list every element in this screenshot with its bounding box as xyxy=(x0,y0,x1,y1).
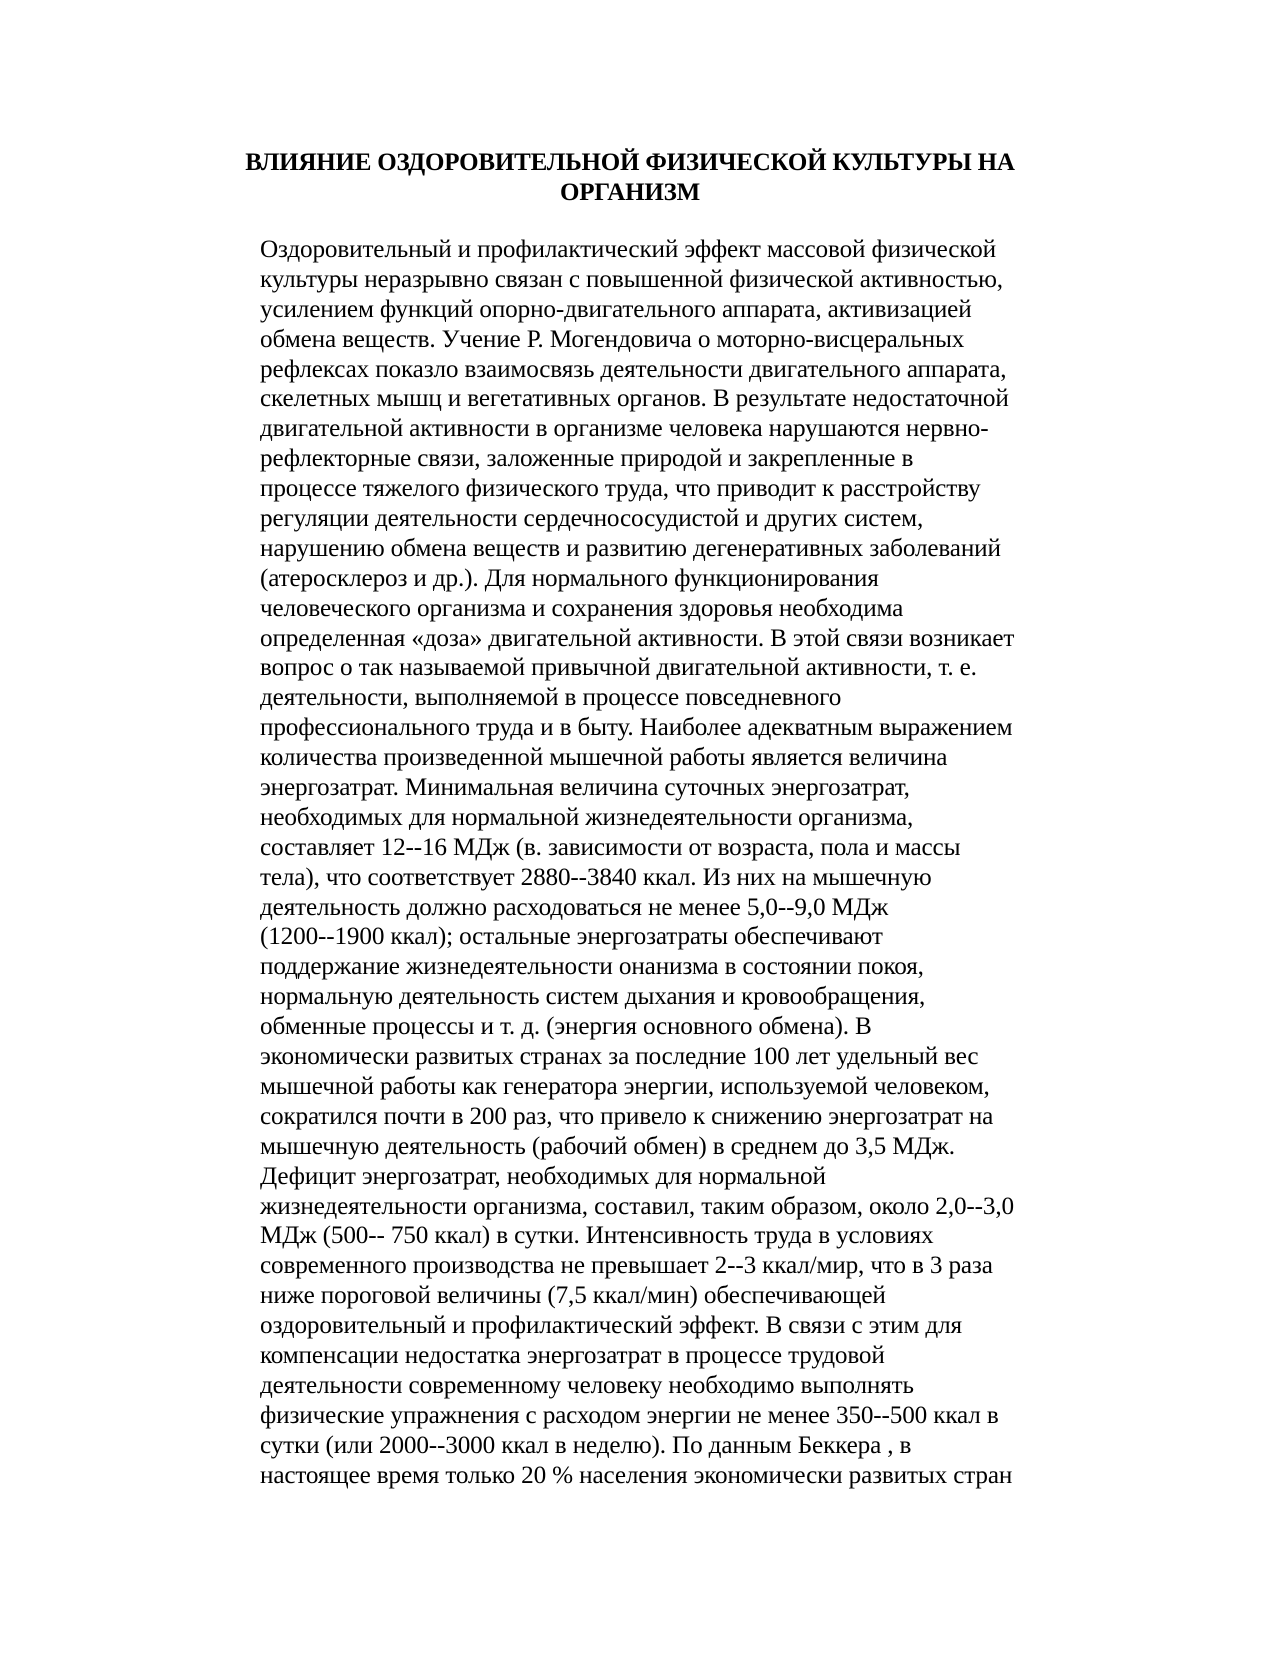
paragraph-line: определенная «доза» двигательной активности. В этой связи возникает xyxy=(260,624,1015,652)
paragraph-line: современного производства не превышает 2--3 ккал/мир, что в 3 раза xyxy=(260,1252,993,1280)
paragraph-line: вопрос о так называемой привычной двигательной активности, т. е. xyxy=(260,654,977,682)
document-body xyxy=(260,235,1120,1490)
paragraph-line: усилением функций опорно-двигательного аппарата, активизацией xyxy=(260,295,972,323)
paragraph-line: мышечной работы как генератора энергии, используемой человеком, xyxy=(260,1072,990,1100)
paragraph-line: МДж (500-- 750 ккал) в сутки. Интенсивность труда в условиях xyxy=(260,1222,934,1250)
paragraph-line: скелетных мышц и вегетативных органов. В результате недостаточной xyxy=(260,385,1009,413)
paragraph-line: Оздоровительный и профилактический эффект массовой физической xyxy=(260,236,996,263)
paragraph-line: деятельность должно расходоваться не менее 5,0--9,0 МДж xyxy=(260,893,889,921)
paragraph-line: поддержание жизнедеятельности онанизма в состоянии покоя, xyxy=(260,953,924,981)
paragraph-line: количества произведенной мышечной работы является величина xyxy=(260,744,948,772)
paragraph-line: двигательной активности в организме человека нарушаются нервно- xyxy=(260,415,989,443)
paragraph-line: настоящее время только 20 % населения экономически развитых стран xyxy=(260,1461,1013,1489)
paragraph-line: сутки (или 2000--3000 ккал в неделю). По данным Беккера , в xyxy=(260,1431,912,1459)
paragraph-line: физические упражнения с расходом энергии не менее 350--500 ккал в xyxy=(260,1401,999,1429)
paragraph-line: экономически развитых странах за последние 100 лет удельный вес xyxy=(260,1043,979,1071)
paragraph-line: сократился почти в 200 раз, что привело к снижению энергозатрат на xyxy=(260,1102,994,1130)
paragraph-line: энергозатрат. Минимальная величина суточных энергозатрат, xyxy=(260,774,910,802)
paragraph-line: необходимых для нормальной жизнедеятельности организма, xyxy=(260,803,914,831)
paragraph-line: оздоровительный и профилактический эффект. В связи с этим для xyxy=(260,1312,962,1340)
paragraph-line: жизнедеятельности организма, составил, таким образом, около 2,0--3,0 xyxy=(260,1192,1014,1220)
paragraph-line: (атеросклероз и др.). Для нормального функционирования xyxy=(260,564,879,592)
paragraph-line: регуляции деятельности сердечнососудистой и других систем, xyxy=(260,505,924,533)
paragraph-line: рефлекторные связи, заложенные природой и закрепленные в xyxy=(260,445,914,473)
paragraph-line: обмена веществ. Учение Р. Могендовича о моторно-висцеральных xyxy=(260,325,965,353)
paragraph-line: человеческого организма и сохранения здоровья необходима xyxy=(260,594,904,622)
paragraph-line: деятельности, выполняемой в процессе повседневного xyxy=(260,684,842,712)
title-line: ВЛИЯНИЕ ОЗДОРОВИТЕЛЬНОЙ ФИЗИЧЕСКОЙ КУЛЬТУРЫ НА xyxy=(245,149,1015,176)
paragraph-line: тела), что соответствует 2880--3840 ккал. Из них на мышечную xyxy=(260,863,932,891)
paragraph-line: культуры неразрывно связан с повышенной физической активностью, xyxy=(260,265,1003,293)
paragraph-line: профессионального труда и в быту. Наиболее адекватным выражением xyxy=(260,714,1013,742)
paragraph-line: (1200--1900 ккал); остальные энергозатраты обеспечивают xyxy=(260,923,883,951)
paragraph-line: составляет 12--16 МДж (в. зависимости от возраста, пола и массы xyxy=(260,833,961,861)
paragraph-line: обменные процессы и т. д. (энергия основного обмена). В xyxy=(260,1013,872,1041)
paragraph-line: Дефицит энергозатрат, необходимых для нормальной xyxy=(260,1162,826,1190)
paragraph-line: ниже пороговой величины (7,5 ккал/мин) обеспечивающей xyxy=(260,1282,886,1310)
paragraph-line: мышечную деятельность (рабочий обмен) в среднем до 3,5 МДж. xyxy=(260,1132,955,1160)
paragraph-line: нормальную деятельность систем дыхания и кровообращения, xyxy=(260,983,926,1011)
paragraph-line: компенсации недостатка энергозатрат в процессе трудовой xyxy=(260,1341,885,1369)
paragraph-line: нарушению обмена веществ и развитию дегенеративных заболеваний xyxy=(260,534,1001,562)
title-line: ОРГАНИЗМ xyxy=(559,179,701,206)
paragraph-line: деятельности современному человеку необходимо выполнять xyxy=(260,1371,914,1399)
paragraph-line: рефлексах показло взаимосвязь деятельности двигательного аппарата, xyxy=(260,355,1007,383)
paragraph-line: процессе тяжелого физического труда, что приводит к расстройству xyxy=(260,475,981,503)
document-title xyxy=(200,148,1060,208)
